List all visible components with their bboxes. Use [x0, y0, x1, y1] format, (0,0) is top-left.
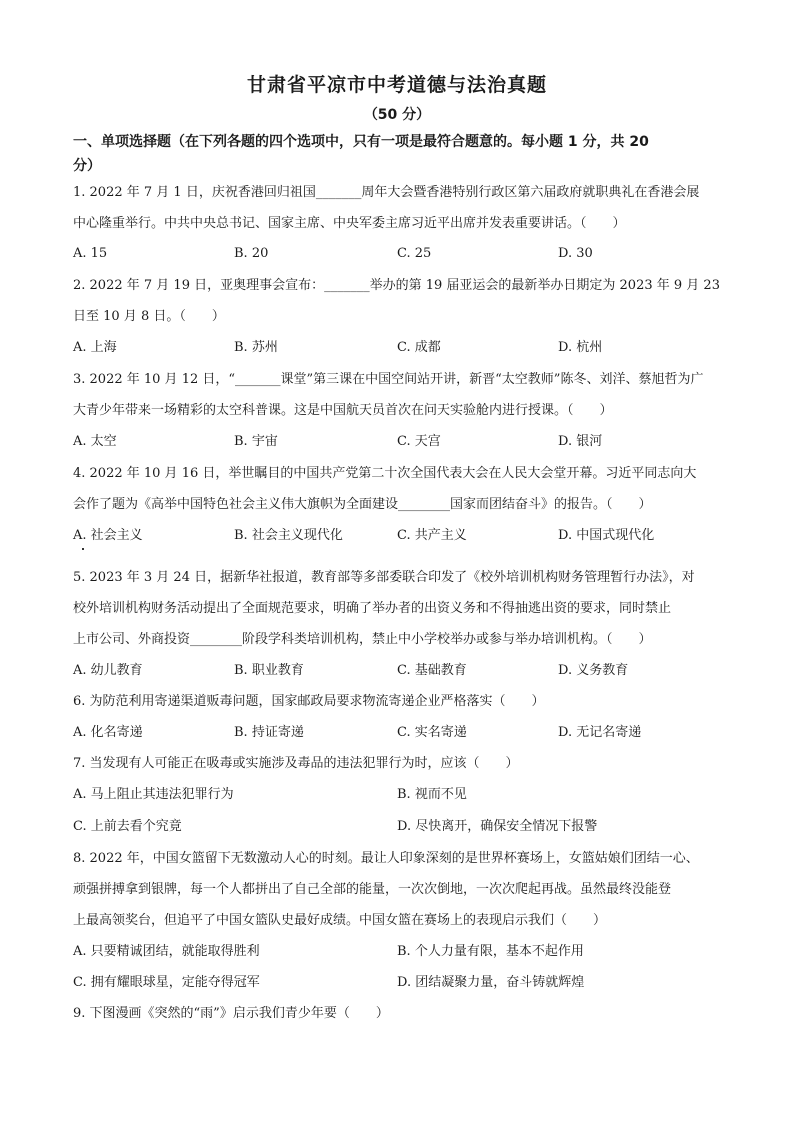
question-5-option-c: C. 基础教育	[397, 663, 467, 678]
question-7-option-a: A. 马上阻止其违法犯罪行为	[73, 787, 234, 802]
question-5-option-b: B. 职业教育	[234, 663, 304, 678]
question-1-option-a: A. 15	[73, 246, 108, 261]
question-4-option-c: C. 共产主义	[397, 528, 467, 543]
question-8-option-a: A. 只要精诚团结，就能取得胜利	[73, 944, 260, 959]
question-4-option-a: A. 社会主义	[73, 528, 143, 543]
question-2-option-d: D. 杭州	[558, 340, 603, 355]
question-9-text: 9. 下图漫画《突然的“雨”》启示我们青少年要（ ）	[73, 1006, 389, 1021]
question-2-option-b: B. 苏州	[234, 340, 278, 355]
page-title: 甘肃省平凉市中考道德与法治真题	[246, 74, 547, 96]
question-5-option-a: A. 幼儿教育	[73, 663, 143, 678]
section-heading-line: 分）	[73, 158, 101, 174]
question-7-option-b: B. 视而不见	[397, 787, 467, 802]
question-1-option-b: B. 20	[234, 246, 269, 261]
question-3-option-d: D. 银河	[558, 434, 603, 449]
question-1-option-d: D. 30	[558, 246, 593, 261]
question-3-option-b: B. 宇宙	[234, 434, 278, 449]
question-3-text: 大青少年带来一场精彩的太空科普课。这是中国航天员首次在问天实验舱内进行授课。（ ）	[73, 403, 613, 418]
question-7-option-c: C. 上前去看个究竟	[73, 819, 182, 834]
question-4-text: 4. 2022 年 10 月 16 日，举世瞩目的中国共产党第二十次全国代表大会在人民大会堂开幕。习近平同志向大	[73, 466, 697, 481]
question-2-option-c: C. 成都	[397, 340, 441, 355]
question-7-text: 7. 当发现有人可能正在吸毒或实施涉及毒品的违法犯罪行为时，应该（ ）	[73, 756, 519, 771]
question-2-option-a: A. 上海	[73, 340, 117, 355]
question-5-text: 5. 2023 年 3 月 24 日，据新华社报道，教育部等多部委联合印发了《校外培训机构财务管理暂行办法》，对	[73, 570, 695, 585]
question-8-option-b: B. 个人力量有限，基本不起作用	[397, 944, 584, 959]
question-7-option-d: D. 尽快离开，确保安全情况下报警	[397, 819, 598, 834]
question-3-text: 3. 2022 年 10 月 12 日，“_______课堂”第三课在中国空间站开讲，新晋“太空教师”陈冬、刘洋、蔡旭哲为广	[73, 372, 704, 387]
section-heading-line: 一、单项选择题（在下列各题的四个选项中，只有一项是最符合题意的。每小题 1 分，共 20	[73, 134, 649, 150]
stray-mark	[82, 548, 84, 550]
question-3-option-c: C. 天宫	[397, 434, 441, 449]
question-6-option-d: D. 无记名寄递	[558, 725, 642, 740]
question-5-text: 上市公司、外商投资________阶段学科类培训机构，禁止中小学校举办或参与举办培训机构。（ ）	[73, 632, 652, 647]
question-3-option-a: A. 太空	[73, 434, 117, 449]
question-5-option-d: D. 义务教育	[558, 663, 629, 678]
question-6-text: 6. 为防范利用寄递渠道贩毒问题，国家邮政局要求物流寄递企业严格落实（ ）	[73, 694, 545, 709]
question-2-text: 2. 2022 年 7 月 19 日，亚奥理事会宣布：_______举办的第 19 届亚运会的最新举办日期定为 2023 年 9 月 23	[73, 278, 720, 293]
question-4-option-b: B. 社会主义现代化	[234, 528, 343, 543]
question-1-text: 中心隆重举行。中共中央总书记、国家主席、中央军委主席习近平出席并发表重要讲话。（ ）	[73, 216, 626, 231]
question-4-option-d: D. 中国式现代化	[558, 528, 655, 543]
question-8-text: 顽强拼搏拿到银牌，每一个人都拼出了自己全部的能量，一次次倒地，一次次爬起再战。虽然最终没能登	[73, 882, 672, 897]
question-4-text: 会作了题为《高举中国特色社会主义伟大旗帜为全面建设________国家而团结奋斗》的报告。（ ）	[73, 497, 652, 512]
question-6-option-c: C. 实名寄递	[397, 725, 467, 740]
question-8-option-c: C. 拥有耀眼球星，定能夺得冠军	[73, 975, 260, 990]
section-heading	[73, 130, 723, 178]
question-1-text: 1. 2022 年 7 月 1 日，庆祝香港回归祖国_______周年大会暨香港特别行政区第六届政府就职典礼在香港会展	[73, 185, 700, 200]
question-6-option-a: A. 化名寄递	[73, 725, 143, 740]
question-2-text: 日至 10 月 8 日。（ ）	[73, 309, 225, 324]
question-1-option-c: C. 25	[397, 246, 432, 261]
total-score: （50 分）	[363, 107, 431, 123]
question-8-option-d: D. 团结凝聚力量，奋斗铸就辉煌	[397, 975, 585, 990]
question-6-option-b: B. 持证寄递	[234, 725, 304, 740]
question-8-text: 上最高领奖台，但追平了中国女篮队史最好成绩。中国女篮在赛场上的表现启示我们（ ）	[73, 913, 607, 928]
question-8-text: 8. 2022 年，中国女篮留下无数激动人心的时刻。最让人印象深刻的是世界杯赛场上，女篮姑娘们团结一心、	[73, 851, 699, 866]
question-5-text: 校外培训机构财务活动提出了全面规范要求，明确了举办者的出资义务和不得抽逃出资的要求，同时禁止	[73, 601, 672, 616]
